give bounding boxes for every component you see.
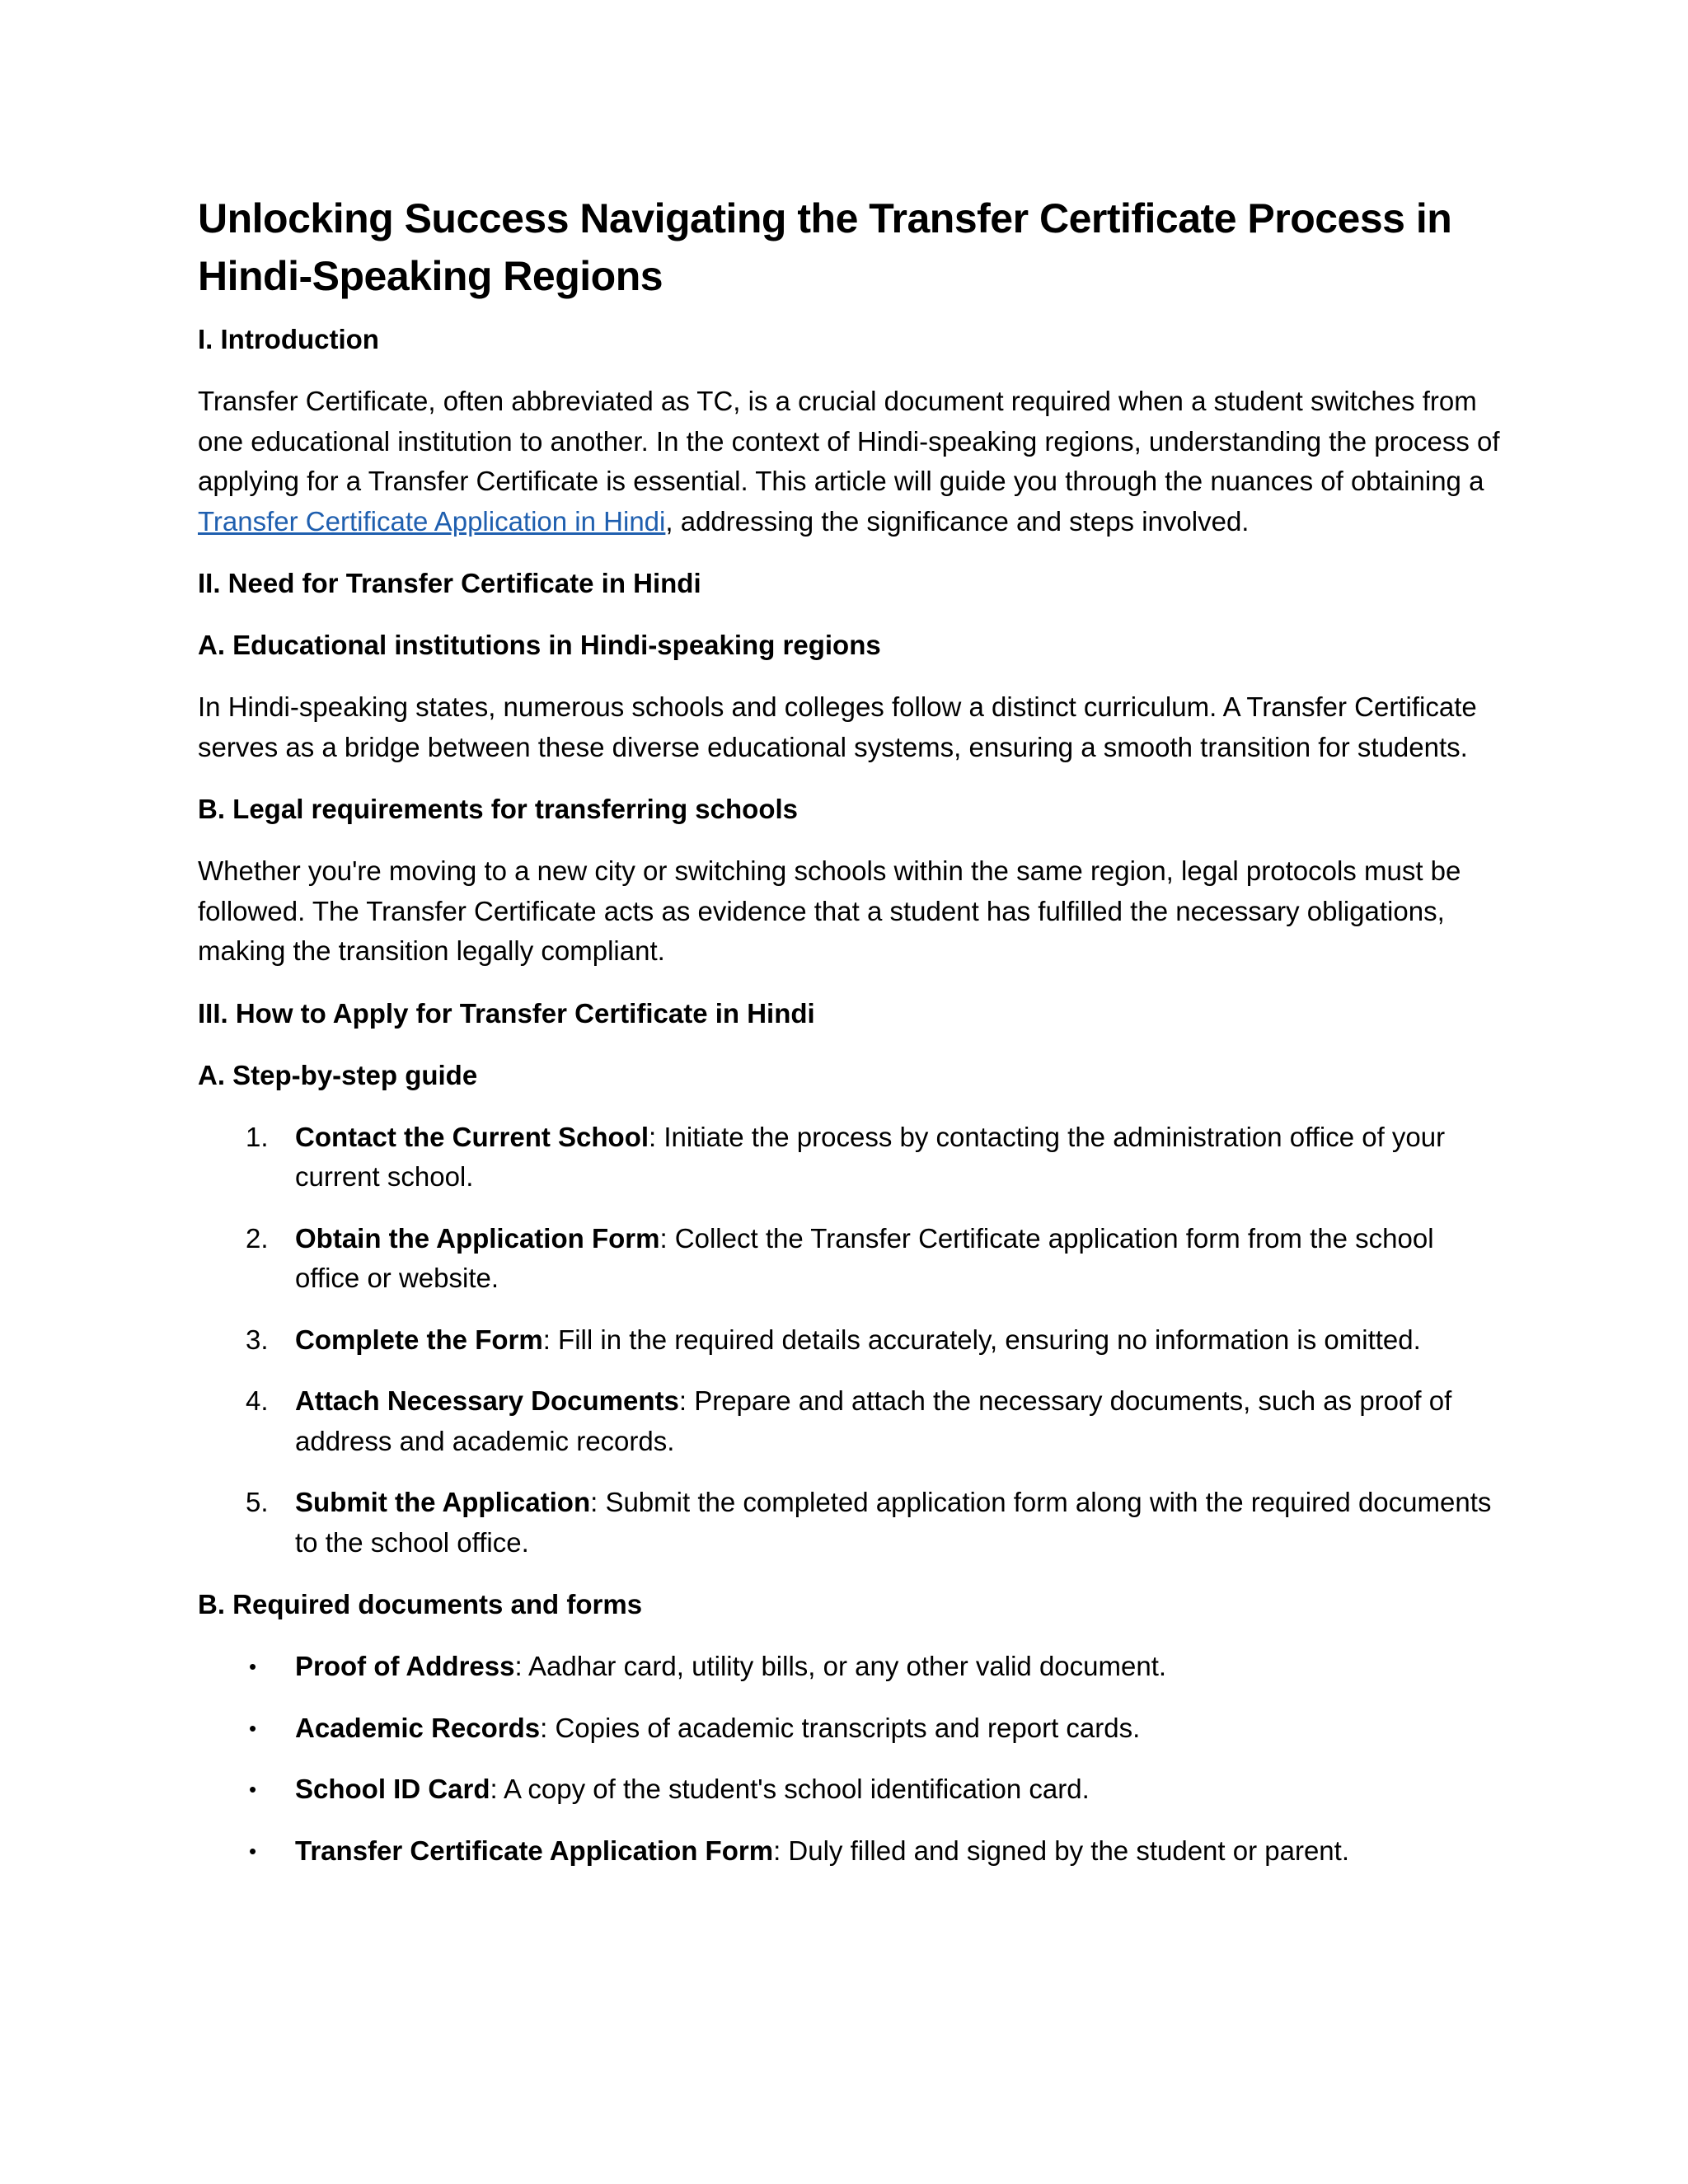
- step-text: : Initiate the process by contacting the administration office of your current school.: [295, 1121, 1446, 1192]
- list-item: [198, 1831, 1500, 1872]
- list-item: [198, 1647, 1500, 1687]
- doc-text: : Duly filled and signed by the student or parent.: [773, 1835, 1349, 1866]
- list-item: [198, 1381, 1500, 1461]
- step-text: : Collect the Transfer Certificate application form from the school office or website.: [295, 1222, 1434, 1293]
- step-title: Obtain the Application Form: [295, 1222, 660, 1254]
- apply-heading: III. How to Apply for Transfer Certificate in Hindi: [198, 997, 815, 1029]
- need-b-paragraph: Whether you're moving to a new city or switching schools within the same region, legal protocols must be followed. The Transfer Certificate acts as evidence that a student has fulfilled the necessary obligations, making the transition legally compliant.: [198, 855, 1461, 966]
- list-item: [198, 1483, 1500, 1563]
- need-heading: II. Need for Transfer Certificate in Hindi: [198, 568, 701, 598]
- document-page: [198, 190, 1500, 1893]
- list-item: [198, 1708, 1500, 1749]
- intro-heading: I. Introduction: [198, 324, 379, 354]
- list-item: [198, 1219, 1500, 1299]
- bullet-icon: •: [249, 1838, 257, 1863]
- steps-list: [198, 1118, 1500, 1563]
- step-number: 2.: [246, 1222, 269, 1254]
- doc-text: : Copies of academic transcripts and report cards.: [540, 1712, 1141, 1743]
- list-item: [198, 1118, 1500, 1197]
- bullet-icon: •: [249, 1654, 257, 1679]
- doc-text: : A copy of the student's school identification card.: [490, 1774, 1090, 1804]
- step-title: Contact the Current School: [295, 1121, 649, 1152]
- bullet-icon: •: [249, 1715, 257, 1741]
- step-title: Attach Necessary Documents: [295, 1385, 679, 1416]
- doc-title: Transfer Certificate Application Form: [295, 1835, 774, 1866]
- list-item: [198, 1769, 1500, 1810]
- doc-title: Proof of Address: [295, 1651, 515, 1681]
- tc-application-link[interactable]: Transfer Certificate Application in Hindi: [198, 505, 666, 537]
- step-number: 4.: [246, 1385, 269, 1416]
- doc-title: Academic Records: [295, 1712, 541, 1743]
- intro-text-before: Transfer Certificate, often abbreviated as TC, is a crucial document required when a student switches from one educational institution to another. In the context of Hindi-speaking regions, understanding the process of applying for a Transfer Certificate is essential. This article will guide you through the nuances of obtaining a: [198, 386, 1500, 496]
- step-text: : Fill in the required details accurately, ensuring no information is omitted.: [542, 1324, 1421, 1355]
- step-number: 3.: [246, 1324, 269, 1355]
- step-text: : Submit the completed application form along with the required documents to the school office.: [295, 1487, 1492, 1558]
- list-item: [198, 1320, 1500, 1361]
- step-title: Submit the Application: [295, 1487, 591, 1517]
- apply-a-heading: A. Step-by-step guide: [198, 1059, 478, 1090]
- need-a-heading: A. Educational institutions in Hindi-speaking regions: [198, 630, 881, 660]
- doc-title: School ID Card: [295, 1774, 490, 1804]
- step-number: 5.: [246, 1487, 269, 1517]
- intro-paragraph: [198, 382, 1500, 541]
- bullet-icon: •: [249, 1777, 257, 1802]
- step-number: 1.: [246, 1121, 269, 1152]
- need-a-paragraph: In Hindi-speaking states, numerous schools and colleges follow a distinct curriculum. A Transfer Certificate serves as a bridge between these diverse educational systems, ensuring a smooth transition for students.: [198, 691, 1477, 762]
- intro-text-after: , addressing the significance and steps involved.: [665, 505, 1250, 537]
- doc-text: : Aadhar card, utility bills, or any other valid document.: [514, 1651, 1167, 1681]
- page-title: Unlocking Success Navigating the Transfer Certificate Process in Hindi-Speaking Regions: [198, 195, 1452, 299]
- step-text: : Prepare and attach the necessary documents, such as proof of address and academic records.: [295, 1385, 1452, 1456]
- apply-b-heading: B. Required documents and forms: [198, 1589, 643, 1619]
- documents-list: [198, 1647, 1500, 1871]
- step-title: Complete the Form: [295, 1324, 543, 1355]
- need-b-heading: B. Legal requirements for transferring schools: [198, 794, 798, 824]
